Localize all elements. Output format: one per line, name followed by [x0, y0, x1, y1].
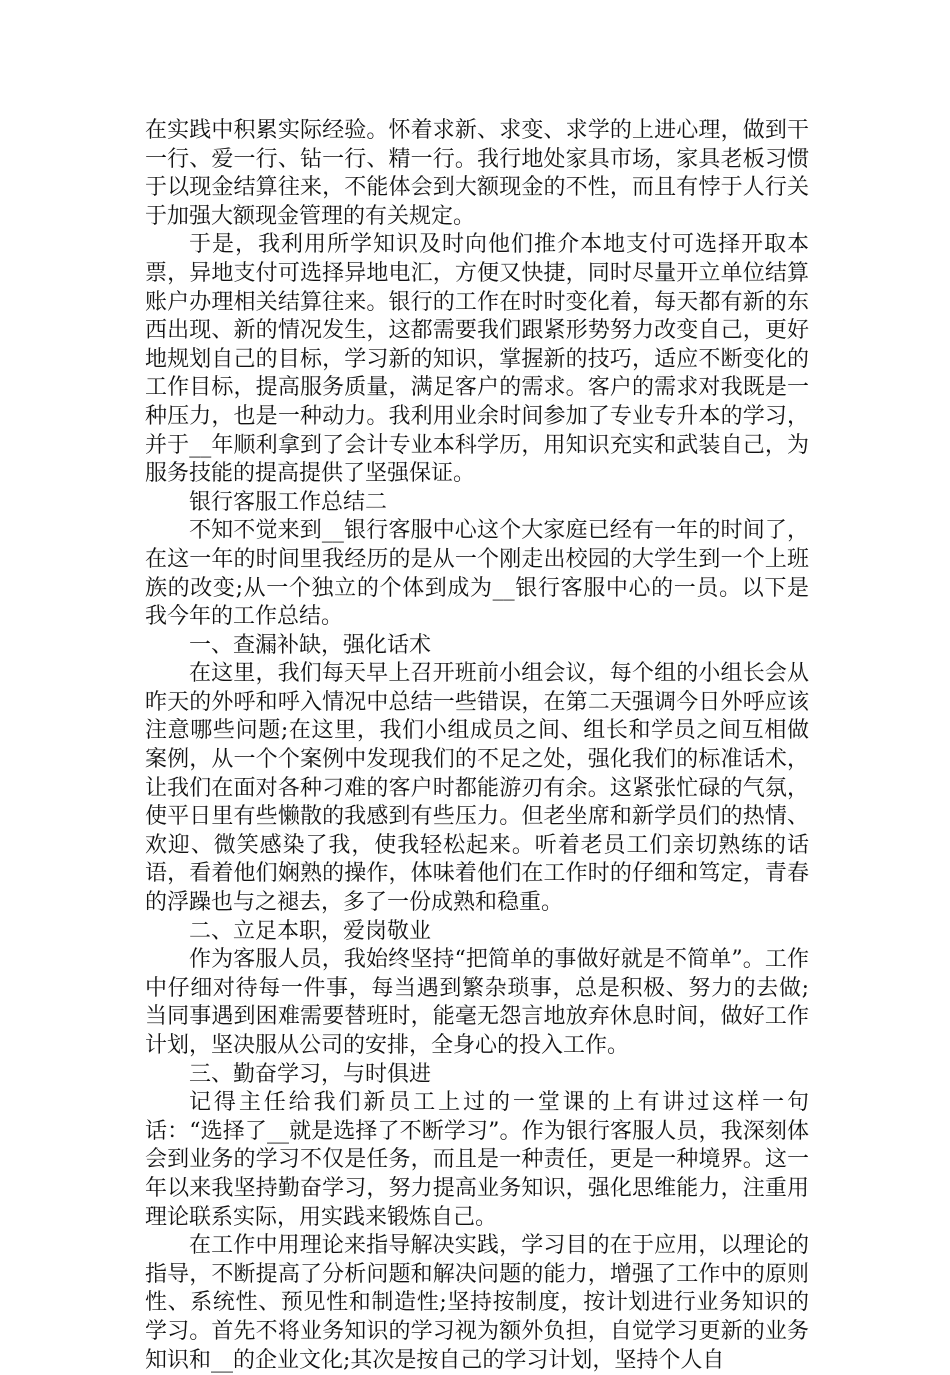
section-title: 银行客服工作总结二: [189, 489, 388, 515]
paragraph: 在这里，我们每天早上召开班前小组会议，每个组的小组长会从昨天的外呼和呼入情况中总结一些错误，在第二天强调今日外呼应该注意哪些问题;在这里，我们小组成员之间、组长和学员之间互相做案例，从一个个案例中发现我们的不足之处，强化我们的标准话术，让我们在面对各种刁难的客户时都能游刃有余。这紧张忙碌的气氛，使平日里有些懒散的我感到有些压力。但老坐席和新学员们的热情、欢迎、微笑感染了我，使我轻松起来。听着老员工们亲切熟练的话语，看着他们娴熟的操作，体味着他们在工作时的仔细和笃定，青春的浮躁也与之褪去，多了一份成熟和稳重。: [145, 661, 809, 916]
section-heading-2: 二、立足本职，爱岗敬业: [189, 918, 432, 944]
section-heading-1: 一、查漏补缺，强化话术: [189, 632, 432, 658]
section-heading-3: 三、勤奋学习，与时俱进: [189, 1061, 432, 1087]
paragraph: 记得主任给我们新员工上过的一堂课的上有讲过这样一句话：“选择了__就是选择了不断学习”。作为银行客服人员，我深刻体会到业务的学习不仅是任务，而且是一种责任，更是一种境界。这一年以来我坚持勤奋学习，努力提高业务知识，强化思维能力，注重用理论联系实际，用实践来锻炼自己。: [145, 1090, 809, 1230]
paragraph: 不知不觉来到__银行客服中心这个大家庭已经有一年的时间了，在这一年的时间里我经历的是从一个刚走出校园的大学生到一个上班族的改变;从一个独立的个体到成为__银行客服中心的一员。以下是我今年的工作总结。: [145, 518, 809, 630]
paragraph-continued: 在实践中积累实际经验。怀着求新、求变、求学的上进心理，做到干一行、爱一行、钻一行、精一行。我行地处家具市场，家具老板习惯于以现金结算往来，不能体会到大额现金的不性，而且有悖于人行关于加强大额现金管理的有关规定。: [145, 118, 809, 229]
document-page: [145, 117, 809, 1375]
paragraph: 于是，我利用所学知识及时向他们推介本地支付可选择开取本票，异地支付可选择异地电汇，方便又快捷，同时尽量开立单位结算账户办理相关结算往来。银行的工作在时时变化着，每天都有新的东西出现、新的情况发生，这都需要我们跟紧形势努力改变自己，更好地规划自己的目标，学习新的知识，掌握新的技巧，适应不断变化的工作目标，提高服务质量，满足客户的需求。客户的需求对我既是一种压力，也是一种动力。我利用业余时间参加了专业专升本的学习，并于__年顺利拿到了会计专业本科学历，用知识充实和武装自己，为服务技能的提高提供了坚强保证。: [145, 232, 809, 487]
paragraph: 在工作中用理论来指导解决实践，学习目的在于应用，以理论的指导，不断提高了分析问题和解决问题的能力，增强了工作中的原则性、系统性、预见性和制造性;坚持按制度，按计划进行业务知识的学习。首先不将业务知识的学习视为额外负担，自觉学习更新的业务知识和__的企业文化;其次是按自己的学习计划，坚持个人自: [145, 1233, 809, 1373]
paragraph: 作为客服人员，我始终坚持“把简单的事做好就是不简单”。工作中仔细对待每一件事，每当遇到繁杂琐事，总是积极、努力的去做;当同事遇到困难需要替班时，能毫无怨言地放弃休息时间，做好工作计划，坚决服从公司的安排，全身心的投入工作。: [145, 947, 809, 1058]
